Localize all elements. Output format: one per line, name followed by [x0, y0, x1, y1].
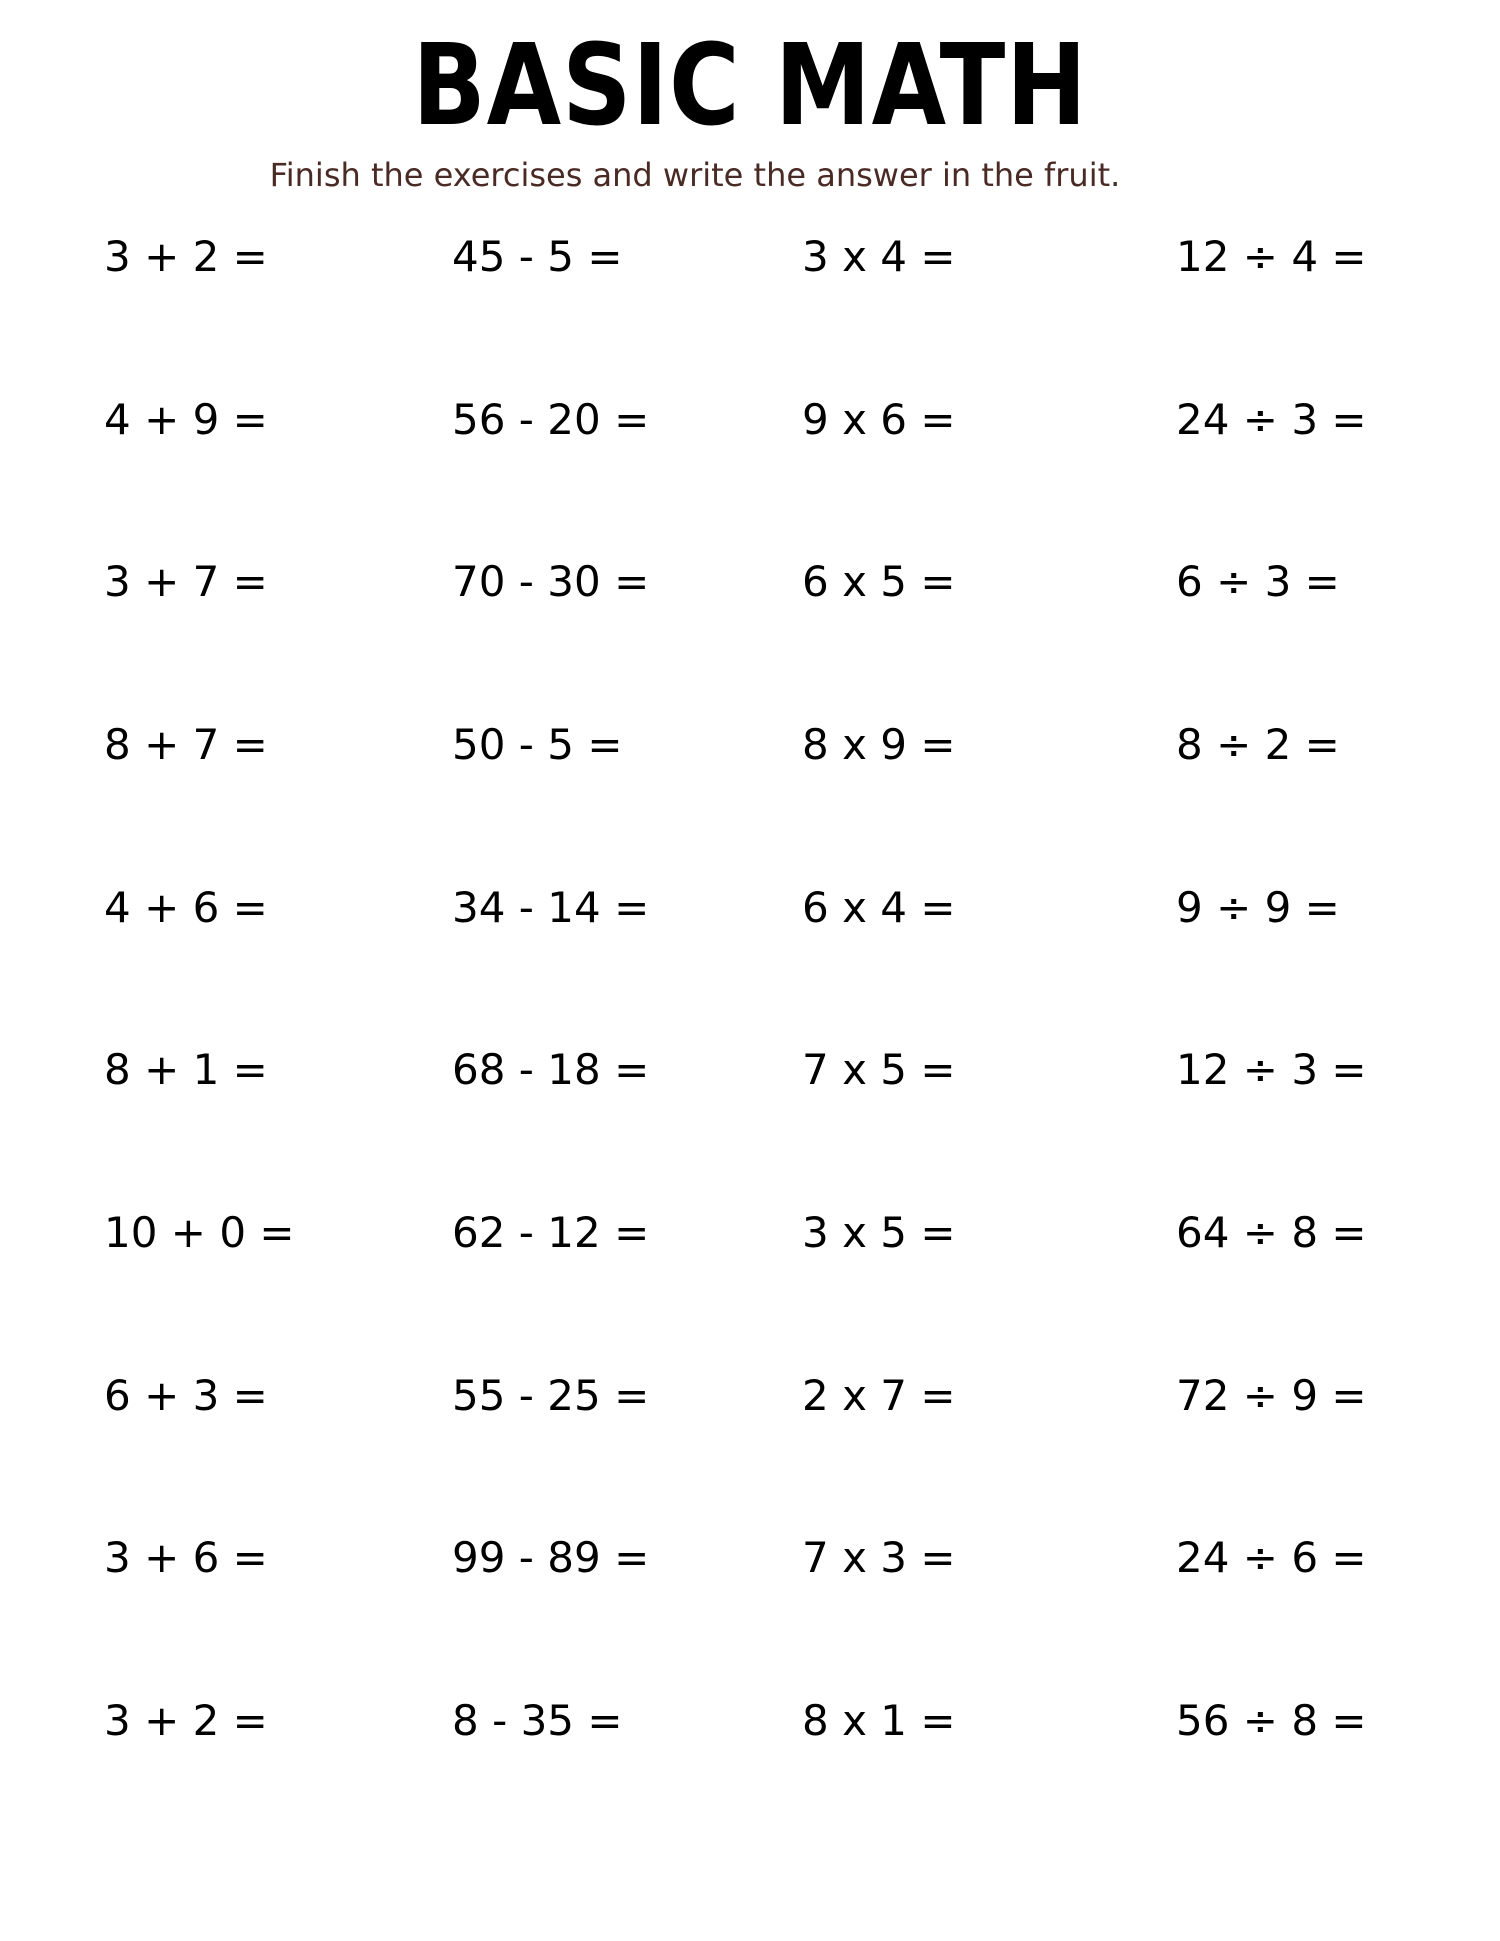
- addition-problem: 4 + 6 =: [104, 883, 268, 932]
- instructions: Finish the exercises and write the answer in the fruit.: [269, 156, 1121, 194]
- multiplication-problem: 7 x 3 =: [802, 1533, 956, 1582]
- addition-problem: 3 + 2 =: [104, 232, 268, 281]
- multiplication-problem: 2 x 7 =: [802, 1371, 956, 1420]
- subtraction-problem: 34 - 14 =: [452, 883, 650, 932]
- multiplication-problem: 6 x 4 =: [802, 883, 956, 932]
- subtraction-problem: 62 - 12 =: [452, 1208, 650, 1257]
- division-problem: 56 ÷ 8 =: [1176, 1696, 1367, 1745]
- subtraction-problem: 45 - 5 =: [452, 232, 623, 281]
- division-problem: 64 ÷ 8 =: [1176, 1208, 1367, 1257]
- multiplication-problem: 6 x 5 =: [802, 557, 956, 606]
- multiplication-problem: 3 x 4 =: [802, 232, 956, 281]
- multiplication-problem: 7 x 5 =: [802, 1045, 956, 1094]
- multiplication-problem: 8 x 9 =: [802, 720, 956, 769]
- multiplication-problem: 8 x 1 =: [802, 1696, 956, 1745]
- division-problem: 24 ÷ 3 =: [1176, 395, 1367, 444]
- division-problem: 72 ÷ 9 =: [1176, 1371, 1367, 1420]
- division-problem: 6 ÷ 3 =: [1176, 557, 1340, 606]
- addition-problem: 10 + 0 =: [104, 1208, 295, 1257]
- subtraction-problem: 8 - 35 =: [452, 1696, 623, 1745]
- multiplication-problem: 3 x 5 =: [802, 1208, 956, 1257]
- subtraction-problem: 70 - 30 =: [452, 557, 650, 606]
- division-problem: 12 ÷ 3 =: [1176, 1045, 1367, 1094]
- subtraction-problem: 68 - 18 =: [452, 1045, 650, 1094]
- division-problem: 9 ÷ 9 =: [1176, 883, 1340, 932]
- page-title: BASIC MATH: [412, 21, 1088, 151]
- addition-problem: 8 + 1 =: [104, 1045, 268, 1094]
- multiplication-problem: 9 x 6 =: [802, 395, 956, 444]
- division-problem: 8 ÷ 2 =: [1176, 720, 1340, 769]
- division-problem: 24 ÷ 6 =: [1176, 1533, 1367, 1582]
- division-problem: 12 ÷ 4 =: [1176, 232, 1367, 281]
- addition-problem: 3 + 2 =: [104, 1696, 268, 1745]
- subtraction-problem: 56 - 20 =: [452, 395, 650, 444]
- subtraction-problem: 99 - 89 =: [452, 1533, 650, 1582]
- addition-problem: 6 + 3 =: [104, 1371, 268, 1420]
- addition-problem: 3 + 7 =: [104, 557, 268, 606]
- subtraction-problem: 55 - 25 =: [452, 1371, 650, 1420]
- addition-problem: 4 + 9 =: [104, 395, 268, 444]
- addition-problem: 3 + 6 =: [104, 1533, 268, 1582]
- subtraction-problem: 50 - 5 =: [452, 720, 623, 769]
- addition-problem: 8 + 7 =: [104, 720, 268, 769]
